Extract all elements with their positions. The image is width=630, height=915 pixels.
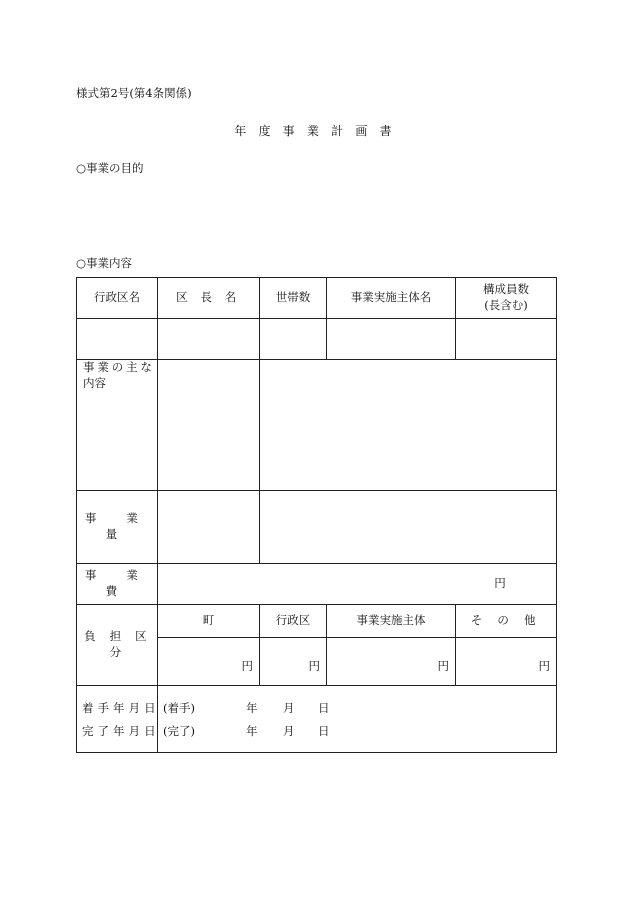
table-border-bottom — [76, 752, 557, 753]
table-line — [157, 637, 557, 638]
burden-town-yen: 円 — [241, 659, 253, 674]
end-year: 年 — [246, 724, 258, 738]
header-implementer: 事業実施主体名 — [350, 290, 432, 305]
burden-district-yen: 円 — [308, 659, 320, 674]
burden-other-header-text: そ の 他 — [470, 613, 542, 628]
main-content-label-line2: 内容 — [83, 375, 106, 390]
burden-district-header: 行政区 — [275, 613, 311, 628]
end-prefix: (完了) — [163, 724, 195, 738]
end-day: 日 — [318, 724, 330, 738]
header-district-name: 行政区名 — [94, 290, 140, 305]
start-year: 年 — [246, 701, 258, 715]
burden-implementer-header: 事業実施主体 — [356, 613, 426, 628]
header-chief-name-text: 区 長 名 — [176, 290, 241, 305]
form-number: 様式第2号(第4条関係) — [76, 86, 192, 100]
volume-label-text: 事 業 量 — [84, 511, 152, 541]
burden-label-text: 負 担 区 分 — [84, 629, 152, 659]
cost-yen: 円 — [494, 576, 506, 591]
main-content-label-line1: 事業の主な — [83, 360, 155, 374]
start-prefix: (着手) — [163, 701, 195, 715]
header-members-line2: (長含む) — [484, 298, 528, 312]
table-border-left — [76, 277, 77, 753]
header-members-line1: 構成員数 — [483, 282, 529, 297]
start-date-label: 着手年月日 — [82, 701, 160, 715]
purpose-heading: ○事業の目的 — [76, 161, 144, 175]
start-month: 月 — [283, 701, 295, 715]
main-content-label — [83, 360, 155, 490]
header-chief-name — [158, 278, 259, 318]
burden-town-header: 町 — [202, 613, 215, 628]
end-date-label: 完了年月日 — [82, 724, 160, 738]
cost-label — [83, 564, 153, 604]
table-border-right — [556, 277, 557, 753]
burden-other-header — [456, 605, 556, 637]
cost-label-text: 事 業 費 — [84, 568, 152, 598]
table-line — [259, 359, 260, 563]
end-month: 月 — [283, 724, 295, 738]
document-title — [0, 122, 630, 139]
burden-other-yen: 円 — [538, 659, 550, 674]
title-text: 年 度 事 業 計 画 書 — [234, 124, 396, 138]
burden-label — [80, 605, 156, 685]
table-line — [76, 685, 557, 686]
table-line — [76, 318, 557, 319]
volume-label — [83, 491, 153, 563]
header-households: 世帯数 — [275, 290, 311, 305]
content-heading: ○事業内容 — [76, 256, 133, 270]
burden-implementer-yen: 円 — [437, 659, 449, 674]
header-members — [456, 278, 556, 318]
start-day: 日 — [318, 701, 330, 715]
